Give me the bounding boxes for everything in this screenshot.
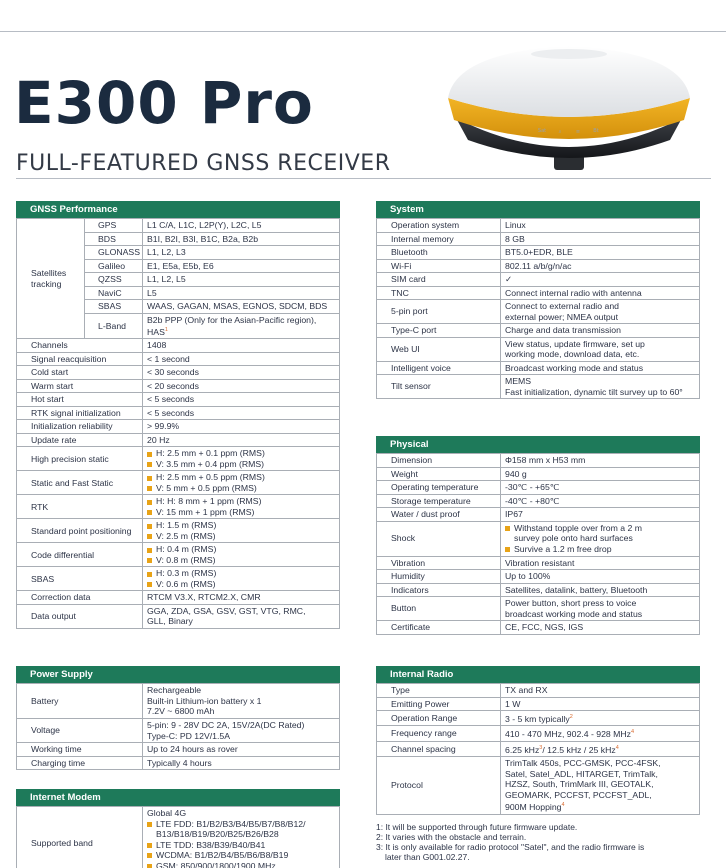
table-row [17, 433, 340, 447]
row-label: Correction data [17, 591, 143, 605]
radio-table [376, 683, 700, 815]
value-line: 3 - 5 km typically [505, 713, 570, 724]
table-row [377, 621, 700, 635]
row-label: TNC [377, 286, 501, 300]
value-line: Broadcast working mode and status [505, 362, 644, 373]
value-line: Connect internal radio with antenna [505, 287, 642, 298]
row-value [143, 519, 340, 543]
table-row [377, 684, 700, 698]
panel-glyph: ≡ [575, 129, 581, 135]
table-row [377, 300, 700, 324]
row-label: Indicators [377, 583, 501, 597]
section-header: GNSS Performance [16, 201, 340, 218]
table-row [377, 324, 700, 338]
bullet-line: H: 0.3 m (RMS) [147, 568, 335, 579]
footnote-ref: 4 [561, 802, 565, 809]
row-label: Operation system [377, 219, 501, 233]
value-line: L1, L2, L3 [147, 247, 186, 257]
value-line: Linux [505, 220, 526, 230]
section-header: Internet Modem [16, 789, 340, 806]
value-line: View status, update firmware, set up [505, 338, 645, 349]
row-value [501, 741, 700, 756]
table-row [17, 719, 340, 743]
value-line: E1, E5a, E5b, E6 [147, 260, 214, 271]
row-label: Working time [17, 743, 143, 757]
value-line: Power button, short press to voice [505, 598, 637, 608]
row-label: Humidity [377, 570, 501, 584]
value-line: / 12.5 kHz / 25 kHz [542, 744, 616, 755]
table-row [17, 420, 340, 434]
table-row [377, 697, 700, 711]
power-supply-section [16, 666, 340, 770]
table-row [377, 481, 700, 495]
gnss-performance-section [16, 201, 340, 629]
row-label: Operating temperature [377, 481, 501, 495]
row-value [143, 447, 340, 471]
table-row [17, 406, 340, 420]
table-row [377, 521, 700, 556]
table-row [17, 591, 340, 605]
row-value [501, 337, 700, 361]
value-line: Charge and data transmission [505, 325, 621, 335]
bullet-line: H: 0.4 m (RMS) [147, 544, 335, 555]
band-lead: Global 4G [147, 808, 187, 818]
row-label: RTK signal initialization [17, 406, 143, 420]
row-value [501, 454, 700, 468]
footnote-ref: 4 [615, 744, 619, 751]
value-line: -40℃ - +80℃ [505, 495, 560, 506]
row-label: Update rate [17, 433, 143, 447]
table-row [17, 379, 340, 393]
value-line: WAAS, GAGAN, MSAS, EGNOS, SDCM, BDS [147, 301, 328, 311]
row-label: Intelligent voice [377, 361, 501, 375]
constellation-value [143, 313, 340, 339]
header-divider [16, 178, 711, 179]
section-header: Physical [376, 436, 700, 453]
constellation-value [143, 273, 340, 287]
row-value [501, 361, 700, 375]
footnote: 2: It varies with the obstacle and terrain. [376, 832, 527, 842]
table-row [17, 495, 340, 519]
row-value [501, 570, 700, 584]
value-line: HAS [147, 326, 165, 337]
table-row [377, 232, 700, 246]
row-value [143, 393, 340, 407]
value-line: GLL, Binary [147, 616, 193, 627]
value-line: > 99.9% [147, 421, 180, 432]
row-label: Certificate [377, 621, 501, 635]
value-line: CE, FCC, NGS, IGS [505, 622, 584, 632]
value-line-wrap [147, 325, 335, 337]
table-row [377, 467, 700, 481]
row-value [501, 259, 700, 273]
value-line: 8 GB [505, 233, 525, 244]
row-value [143, 543, 340, 567]
row-value [501, 697, 700, 711]
constellation-value [143, 246, 340, 260]
value-line: 802.11 a/b/g/n/ac [505, 260, 572, 271]
value-line: Up to 24 hours as rover [147, 744, 238, 754]
table-row [377, 337, 700, 361]
row-value [143, 743, 340, 757]
bullet-line: V: 2.5 m (RMS) [147, 531, 335, 542]
row-label: Wi-Fi [377, 259, 501, 273]
row-label: Data output [17, 604, 143, 628]
product-title: E300 Pro [14, 69, 314, 137]
row-value [501, 597, 700, 621]
row-label: Bluetooth [377, 246, 501, 260]
row-label: Shock [377, 521, 501, 556]
row-value [143, 379, 340, 393]
modem-table [16, 806, 340, 868]
row-label: High precision static [17, 447, 143, 471]
section-header: Internal Radio [376, 666, 700, 683]
row-label: Frequency range [377, 726, 501, 741]
value-line: Φ158 mm x H53 mm [505, 455, 586, 465]
row-value [501, 375, 700, 399]
row-label: Static and Fast Static [17, 471, 143, 495]
value-line: < 5 seconds [147, 407, 195, 418]
row-value [143, 684, 340, 719]
bullet-line: V: 3.5 mm + 0.4 ppm (RMS) [147, 459, 335, 470]
table-row [17, 339, 340, 353]
constellation-name: NaviC [85, 286, 143, 300]
row-label: Hot start [17, 393, 143, 407]
physical-table [376, 453, 700, 635]
table-row [377, 726, 700, 741]
power-table [16, 683, 340, 770]
row-label: Type [377, 684, 501, 698]
bullet-line: Withstand topple over from a 2 m [505, 523, 695, 534]
row-label: SIM card [377, 273, 501, 287]
row-label: Emitting Power [377, 697, 501, 711]
row-value [501, 481, 700, 495]
row-value [143, 495, 340, 519]
value-line: Up to 100% [505, 571, 551, 581]
row-label: Vibration [377, 556, 501, 570]
row-label: RTK [17, 495, 143, 519]
row-label: Cold start [17, 366, 143, 380]
row-label: Signal reacquisition [17, 352, 143, 366]
row-value [501, 556, 700, 570]
row-label: Web UI [377, 337, 501, 361]
satellites-label: Satellites tracking [17, 219, 85, 339]
footnote: 1: It will be supported through future firmware update. [376, 822, 578, 832]
table-row [17, 743, 340, 757]
row-label: Initialization reliability [17, 420, 143, 434]
value-line: TrimTalk 450s, PCC-GMSK, PCC-4FSK, [505, 758, 661, 769]
row-value [501, 219, 700, 233]
table-row [17, 543, 340, 567]
constellation-value [143, 219, 340, 233]
value-line: < 5 seconds [147, 394, 195, 405]
row-value [501, 684, 700, 698]
value-line: Fast initialization, dynamic tilt survey up to 60° [505, 386, 683, 397]
table-row [17, 567, 340, 591]
footnote: later than G001.02.27. [385, 852, 470, 862]
table-row [17, 807, 340, 868]
bullet-line: GSM: 850/900/1800/1900 MHz [147, 861, 335, 868]
row-label: Water / dust proof [377, 508, 501, 522]
value-line: TX and RX [505, 685, 548, 695]
constellation-name: SBAS [85, 300, 143, 314]
row-value [143, 756, 340, 770]
footnote-ref: 4 [631, 729, 635, 736]
table-row [377, 570, 700, 584]
table-row [377, 454, 700, 468]
row-label: Type-C port [377, 324, 501, 338]
system-table [376, 218, 700, 399]
row-value [501, 583, 700, 597]
bullet-line: V: 15 mm + 1 ppm (RMS) [147, 507, 335, 518]
value-line: 6.25 kHz [505, 744, 540, 755]
product-subtitle: FULL-FEATURED GNSS RECEIVER [16, 151, 391, 176]
row-value [143, 420, 340, 434]
constellation-name: QZSS [85, 273, 143, 287]
row-label: Internal memory [377, 232, 501, 246]
row-label: Channel spacing [377, 741, 501, 756]
constellation-value [143, 259, 340, 273]
value-line: L1, L2, L5 [147, 274, 186, 284]
row-value [501, 494, 700, 508]
row-value [143, 339, 340, 353]
panel-glyph: ⌕ [558, 129, 562, 135]
value-line: IP67 [505, 509, 523, 519]
row-value [501, 621, 700, 635]
internal-radio-section [376, 666, 700, 815]
value-line-wrap [505, 800, 695, 812]
value-line: 900M Hopping [505, 802, 562, 813]
value-line: B2b PPP (Only for the Asian-Pacific region), [147, 314, 317, 325]
value-line: Connect to external radio and [505, 301, 619, 311]
value-line: 20 Hz [147, 434, 170, 445]
footnote-ref: 1 [164, 327, 168, 333]
row-label: Code differential [17, 543, 143, 567]
row-value [501, 508, 700, 522]
row-value [501, 324, 700, 338]
constellation-value [143, 286, 340, 300]
row-value [501, 467, 700, 481]
value-line: RTCM V3.X, RTCM2.X, CMR [147, 592, 261, 603]
table-row [377, 583, 700, 597]
system-section [376, 201, 700, 399]
section-header: System [376, 201, 700, 218]
row-value [143, 471, 340, 495]
gnss-table [16, 218, 340, 629]
row-label: 5-pin port [377, 300, 501, 324]
constellation-name: L-Band [85, 313, 143, 339]
table-row [377, 375, 700, 399]
bullet-line: V: 0.6 m (RMS) [147, 579, 335, 590]
value-line: Satellites, datalink, battery, Bluetooth [505, 584, 648, 595]
value-line-wrap [505, 712, 695, 724]
value-line: survey pole onto hard surfaces [514, 533, 633, 544]
value-line: Built-in Lithium-ion battery x 1 [147, 695, 262, 706]
row-label: Supported band [17, 807, 143, 868]
constellation-name: BDS [85, 232, 143, 246]
table-row [377, 361, 700, 375]
row-label: Standard point positioning [17, 519, 143, 543]
value-line: -30℃ - +65℃ [505, 482, 560, 492]
value-line: L5 [147, 287, 157, 298]
row-value [501, 521, 700, 556]
bullet-line: V: 0.8 m (RMS) [147, 555, 335, 566]
gnss-receiver-image [442, 36, 696, 172]
table-row [17, 366, 340, 380]
value-line: B13/B18/B19/B20/B25/B26/B28 [156, 829, 279, 839]
row-value [143, 567, 340, 591]
row-value [143, 352, 340, 366]
value-line-wrap [505, 727, 695, 739]
value-line: GGA, ZDA, GSA, GSV, GST, VTG, RMC, [147, 605, 306, 616]
section-header: Power Supply [16, 666, 340, 683]
value-line: Rechargeable [147, 685, 202, 696]
bullet-line: H: 2.5 mm + 0.1 ppm (RMS) [147, 448, 335, 459]
row-label: Dimension [377, 454, 501, 468]
row-value [501, 711, 700, 726]
table-row [17, 352, 340, 366]
constellation-name: GPS [85, 219, 143, 233]
table-row [17, 519, 340, 543]
panel-glyph: Bt [593, 128, 599, 134]
row-label: Tilt sensor [377, 375, 501, 399]
row-value [501, 232, 700, 246]
bullet-line: H: 1.5 m (RMS) [147, 520, 335, 531]
row-value [143, 433, 340, 447]
constellation-value [143, 232, 340, 246]
row-value [501, 726, 700, 741]
constellation-name: GLONASS [85, 246, 143, 260]
table-row [377, 273, 700, 287]
table-row [377, 757, 700, 814]
row-value [143, 366, 340, 380]
value-line: 1408 [147, 340, 167, 351]
bullet-line: H: 2.5 mm + 0.5 ppm (RMS) [147, 472, 335, 483]
value-line: Type-C: PD 12V/1.5A [147, 730, 231, 741]
value-line: 410 - 470 MHz, 902.4 - 928 MHz [505, 729, 632, 740]
row-label: Button [377, 597, 501, 621]
row-value [501, 273, 700, 287]
value-line: MEMS [505, 376, 532, 386]
row-value [143, 719, 340, 743]
table-row [377, 556, 700, 570]
physical-section [376, 436, 700, 635]
row-value [143, 591, 340, 605]
footnotes [376, 822, 716, 862]
table-row [17, 756, 340, 770]
footnote: 3: It is only available for radio protocol "Satel", and the radio firmware is [376, 842, 645, 852]
value-line: Vibration resistant [505, 557, 575, 568]
table-row [17, 604, 340, 628]
row-label: Protocol [377, 757, 501, 814]
constellation-name: Galileo [85, 259, 143, 273]
table-row [377, 741, 700, 756]
table-row [377, 286, 700, 300]
row-label: Warm start [17, 379, 143, 393]
row-label: Charging time [17, 756, 143, 770]
top-rule [0, 31, 726, 32]
table-row [377, 508, 700, 522]
panel-glyph: Sat [537, 128, 547, 134]
row-value [143, 604, 340, 628]
value-line: < 20 seconds [147, 380, 199, 391]
value-line: 940 g [505, 468, 527, 479]
value-line: broadcast working mode and status [505, 608, 643, 619]
table-row [377, 219, 700, 233]
table-row [377, 246, 700, 260]
row-value [501, 246, 700, 260]
value-line: B1I, B2I, B3I, B1C, B2a, B2b [147, 233, 259, 244]
value-line: Satel, Satel_ADL, HITARGET, TrimTalk, [505, 768, 658, 779]
value-line: BT5.0+EDR, BLE [505, 247, 573, 257]
row-label: Operation Range [377, 711, 501, 726]
row-label: Voltage [17, 719, 143, 743]
value-line: 7.2V ~ 6800 mAh [147, 706, 215, 717]
constellation-value [143, 300, 340, 314]
value-line: 1 W [505, 698, 521, 709]
value-line: 5-pin: 9 - 28V DC 2A, 15V/2A(DC Rated) [147, 720, 305, 730]
footnote-ref: 2 [569, 714, 573, 720]
row-value [501, 757, 700, 814]
table-row [377, 494, 700, 508]
row-value [143, 406, 340, 420]
table-row [17, 684, 340, 719]
row-value [501, 300, 700, 324]
value-line: GEOMARK, PCCFST, PCCFST_ADL, [505, 789, 652, 800]
value-line: external power; NMEA output [505, 311, 618, 322]
table-row [17, 219, 340, 233]
value-line: Typically 4 hours [147, 757, 212, 768]
row-label: Channels [17, 339, 143, 353]
row-label: Battery [17, 684, 143, 719]
bullet-line: H: H: 8 mm + 1 ppm (RMS) [147, 496, 335, 507]
value-line: < 30 seconds [147, 367, 199, 378]
table-row [17, 447, 340, 471]
bullet-line: Survive a 1.2 m free drop [505, 544, 695, 555]
bullet-line: LTE FDD: B1/B2/B3/B4/B5/B7/B8/B12/ [147, 819, 335, 830]
table-row [17, 393, 340, 407]
table-row [377, 711, 700, 726]
row-label: SBAS [17, 567, 143, 591]
table-row [377, 597, 700, 621]
bullet-line: V: 5 mm + 0.5 ppm (RMS) [147, 483, 335, 494]
table-row [377, 259, 700, 273]
bullet-line: WCDMA: B1/B2/B4/B5/B6/B8/B19 [147, 850, 335, 861]
value-line: < 1 second [147, 353, 190, 364]
value-line: HZSZ, South, TrimMark III, GEOTALK, [505, 779, 654, 790]
row-value [501, 286, 700, 300]
value-line: working mode, download data, etc. [505, 349, 640, 359]
row-label: Weight [377, 467, 501, 481]
internet-modem-section [16, 789, 340, 868]
row-label: Storage temperature [377, 494, 501, 508]
value-line: L1 C/A, L1C, L2P(Y), L2C, L5 [147, 220, 262, 230]
row-value [143, 807, 340, 868]
footnote-ref: 3 [539, 744, 543, 751]
value-line: ✓ [505, 274, 513, 284]
bullet-line: LTE TDD: B38/B39/B40/B41 [147, 840, 335, 851]
table-row [17, 471, 340, 495]
